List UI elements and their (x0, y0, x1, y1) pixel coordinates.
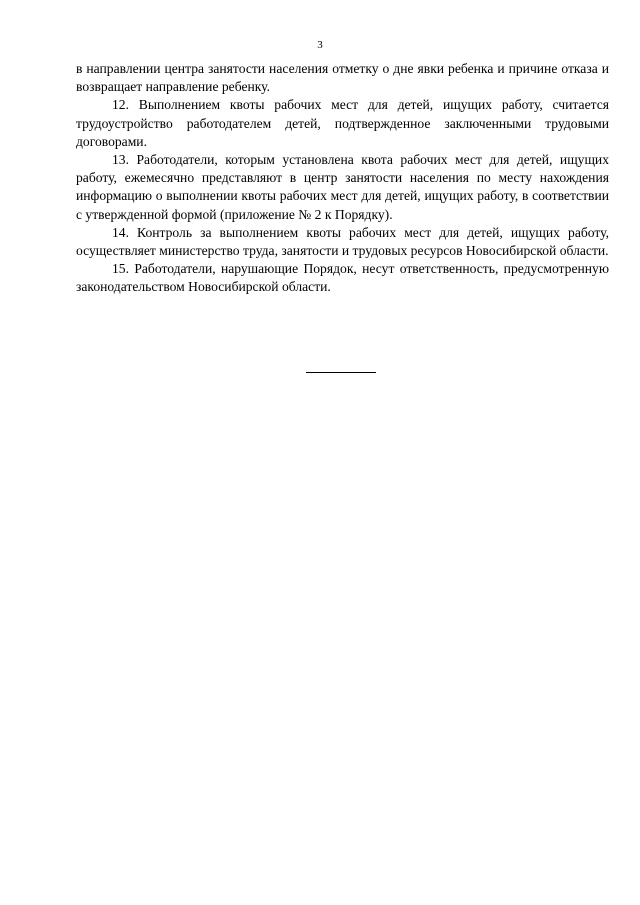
paragraph-12: 12. Выполнением квоты рабочих мест для детей, ищущих работу, считается трудоустройство работодателем детей, подтвержденное заключенными трудовыми договорами. (76, 97, 609, 149)
document-body (76, 60, 609, 297)
page-number: 3 (317, 39, 323, 51)
end-of-document-divider (306, 372, 376, 373)
paragraph-13: 13. Работодатели, которым установлена квота рабочих мест для детей, ищущих работу, ежемесячно представляют в центр занятости населения по месту нахождения информацию о выполнении квоты рабочих мест для детей, ищущих работу, в соответствии с утвержденной формой (приложение № 2 к Порядку). (76, 152, 609, 222)
paragraph-14: 14. Контроль за выполнением квоты рабочих мест для детей, ищущих работу, осуществляет министерство труда, занятости и трудовых ресурсов Новосибирской области. (76, 224, 609, 259)
paragraph-continuation: в направлении центра занятости населения отметку о дне явки ребенка и причине отказа и возвращает направление ребенку. (76, 61, 609, 95)
paragraph-15: 15. Работодатели, нарушающие Порядок, несут ответственность, предусмотренную законодательством Новосибирской области. (76, 261, 609, 295)
